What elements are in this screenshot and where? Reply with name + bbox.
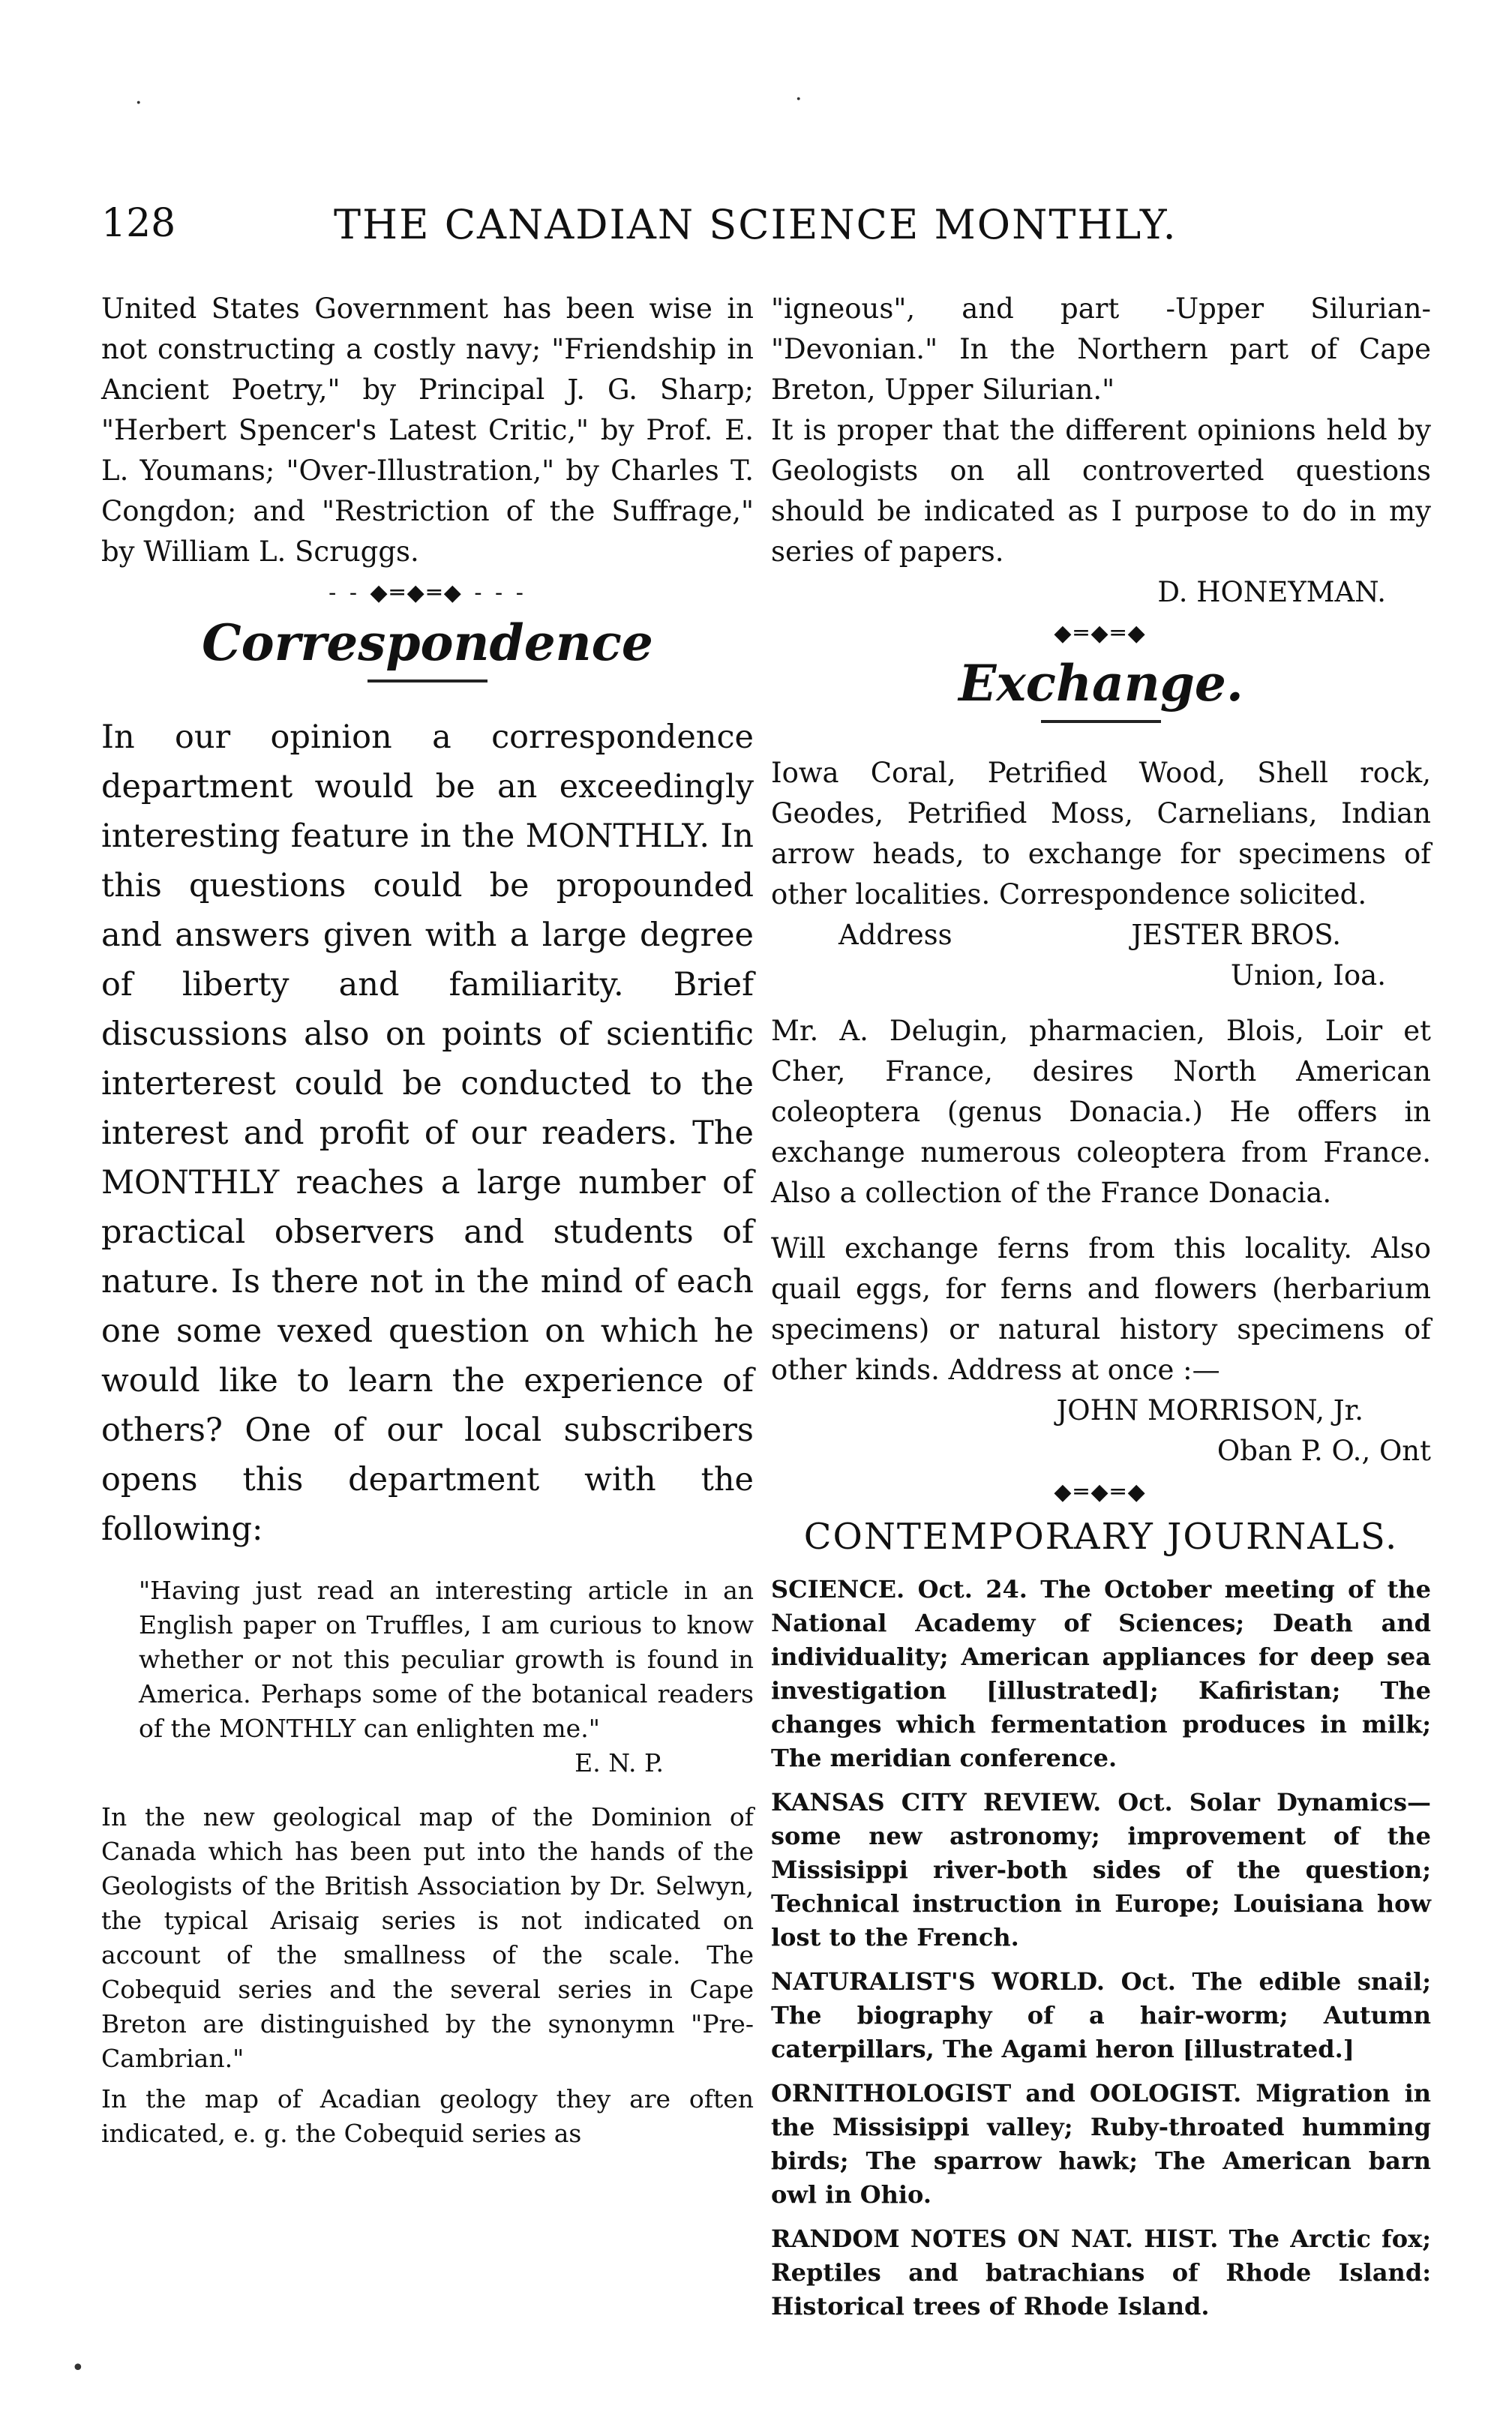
scan-speck-3: •: [71, 2355, 85, 2381]
heading-rule: [368, 680, 488, 682]
honeyman-signature: D. HONEYMAN.: [1157, 576, 1386, 608]
exchange-item-3: Will exchange ferns from this locality. Also quail eggs, for ferns and flowers (herbarium specimens) or natural history specimens of other kinds. Address at once :—: [771, 1232, 1431, 1386]
journal-kansas-city-review: KANSAS CITY REVIEW. Oct. Solar Dynamics—some new astronomy; improvement of the Missisippi river-both sides of the question; Technical instruction in Europe; Louisiana how lost to the French.: [771, 1788, 1431, 1952]
right-paragraph-1: "igneous", and part -Upper Silurian-"Devonian." In the Northern part of Cape Breton, Upper Silurian.": [771, 292, 1431, 406]
jester-name: JESTER BROS.: [1131, 919, 1341, 951]
right-paragraph-2: It is proper that the different opinions held by Geologists on all controverted questions should be indicated as I purpose to do in my series of papers.: [771, 414, 1431, 568]
exchange-item-1: Iowa Coral, Petrified Wood, Shell rock, Geodes, Petrified Moss, Carnelians, Indian arrow heads, to exchange for specimens of other localities. Correspondence solicited.: [771, 757, 1431, 910]
correspondence-paragraph: In our opinion a correspondence department would be an exceedingly interesting feature in the MONTHLY. In this questions could be propounded and answers given with a large degree of liberty and familiarity. Brief discussions also on points of scientific interterest could be conducted to the interest and profit of our readers. The MONTHLY reaches a large number of practical observers and students of nature. Is there not in the mind of each one some vexed question on which he would like to learn the experience of others? One of our local subscribers opens this department with the following:: [101, 718, 754, 1548]
correspondence-heading: Correspondence: [202, 614, 653, 672]
jester-place: Union, Ioa.: [1230, 959, 1386, 992]
scan-speck-1: ·: [135, 90, 142, 116]
journal-ornithologist: ORNITHOLOGIST and OOLOGIST. Migration in the Missisippi valley; Ruby-throated humming birds; The sparrow hawk; The American barn owl in Ohio.: [771, 2079, 1431, 2209]
left-column: [101, 289, 754, 2151]
address-label: Address: [838, 919, 952, 951]
scan-speck-2: ·: [795, 86, 802, 112]
letter-quote: "Having just read an interesting article in an English paper on Truffles, I am curious to know whether or not this peculiar growth is found in America. Perhaps some of the botanical readers of the MONTHLY can enlighten me.": [139, 1576, 754, 1743]
exchange-rule: [1041, 720, 1161, 723]
geology-paragraph-2: In the map of Acadian geology they are often indicated, e. g. the Cobequid series as: [101, 2084, 754, 2148]
exchange-heading: Exchange.: [958, 654, 1244, 712]
morrison-name: JOHN MORRISON, Jr.: [1056, 1394, 1364, 1426]
exchange-item-2: Mr. A. Delugin, pharmacien, Blois, Loir et Cher, France, desires North American coleoptera (genus Donacia.) He offers in exchange numerous coleoptera from France. Also a collection of the France Donacia.: [771, 1015, 1431, 1209]
letter-signature: E. N. P.: [574, 1748, 664, 1778]
journal-random-notes: RANDOM NOTES ON NAT. HIST. The Arctic fox; Reptiles and batrachians of Rhode Island: Historical trees of Rhode Island.: [771, 2224, 1431, 2320]
geology-paragraph-1: In the new geological map of the Dominion of Canada which has been put into the hands of the Geologists of the British Association by Dr. Selwyn, the typical Arisaig series is not indicated on account of the smallness of the scale. The Cobequid series and the several series in Cape Breton are distinguished by the synonymn "Pre-Cambrian.": [101, 1802, 754, 2073]
section-ornament: - - ◆═◆═◆ - - -: [328, 580, 526, 606]
journals-ornament: ◆═◆═◆: [1054, 1479, 1148, 1505]
journals-heading: CONTEMPORARY JOURNALS.: [803, 1516, 1399, 1558]
morrison-place: Oban P. O., Ont: [1216, 1435, 1431, 1467]
left-paragraph-1: United States Government has been wise in not constructing a costly navy; "Friendship in Ancient Poetry," by Principal J. G. Sharp; "Herbert Spencer's Latest Critic," by Prof. E. L. Youmans; "Over-Illustration," by Charles T. Congdon; and "Restriction of the Suffrage," by William L. Scruggs.: [101, 292, 754, 568]
running-title: THE CANADIAN SCIENCE MONTHLY.: [334, 201, 1178, 248]
right-column: [771, 289, 1431, 2324]
journal-naturalists-world: NATURALIST'S WORLD. Oct. The edible snail; The biography of a hair-worm; Autumn caterpillars, The Agami heron [illustrated.]: [771, 1967, 1431, 2063]
page-header: [101, 201, 1429, 261]
page-number: 128: [101, 201, 176, 246]
exchange-ornament: ◆═◆═◆: [1054, 620, 1148, 646]
journal-science: SCIENCE. Oct. 24. The October meeting of the National Academy of Sciences; Death and individuality; American appliances for deep sea investigation [illustrated]; Kafiristan; The changes which fermentation produces in milk; The meridian conference.: [771, 1575, 1431, 1772]
exchange-address-row: [771, 915, 1431, 956]
